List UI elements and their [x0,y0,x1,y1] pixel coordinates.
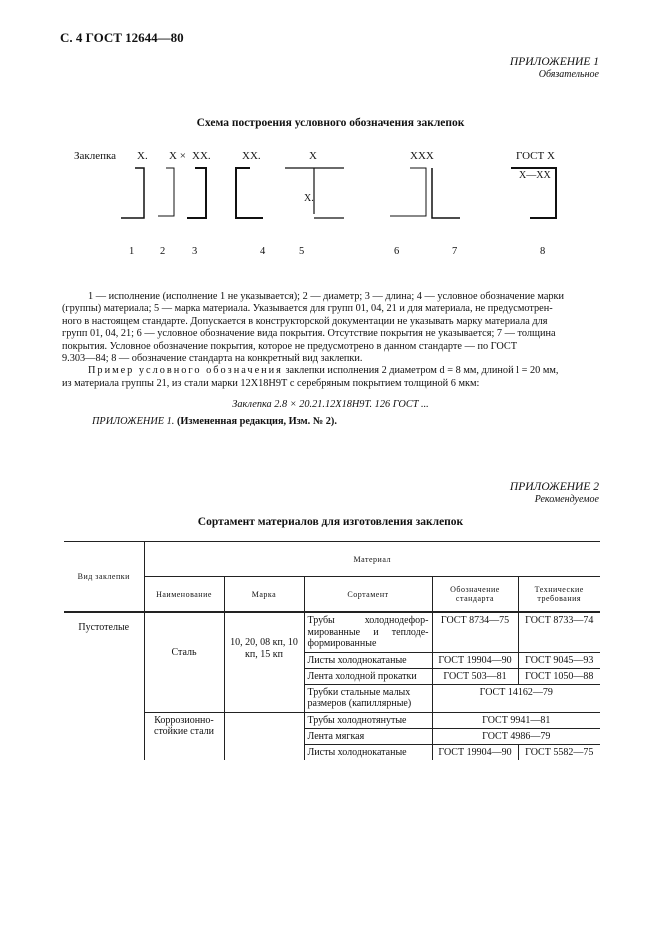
header-assortment: Сортамент [304,577,432,613]
page-header: С. 4 ГОСТ 12644—80 [60,30,184,45]
scheme-token-6: XXX [410,150,434,162]
legend-line: групп 01, 04, 21; 6 — условное обозначение вида покрытия. Отсутствие покрытия не указывается; 7 — толщина [62,328,556,340]
scheme-number-2: 2 [160,246,166,257]
legend-line: покрытия. Условное обозначение покрытия, которое не предусмотрено в данном стандарте — по ГОСТ [62,340,518,352]
cell-tech: ГОСТ 9045—93 [518,652,600,668]
example-designation: Заклепка 2.8 × 20.21.12Х18Н9Т. 126 ГОСТ ... [232,399,429,410]
appendix-2-title: ПРИЛОЖЕНИЕ 2 [509,481,599,493]
bracket-7 [432,168,460,218]
appendix-1-title: ПРИЛОЖЕНИЕ 1 [509,56,599,68]
bracket-6 [390,168,426,216]
header-standard: Обозначение стандарта [432,577,518,613]
bracket-5 [285,168,344,218]
cell-standard: ГОСТ 503—81 [432,668,518,684]
scheme-label: Заклепка [74,150,117,162]
scheme-token-3: XX. [192,150,211,162]
scheme-token-7: ГОСТ X [516,150,555,162]
cell-assortment: Лента холодной прокатки [304,668,432,684]
bracket-3 [187,168,206,218]
cell-standard: ГОСТ 8734—75 [432,612,518,652]
scheme-legend [62,291,598,390]
scheme-number-3: 3 [192,246,198,257]
table-subheader-row [64,577,600,613]
cell-assortment: Листы холоднокатаные [304,744,432,760]
bracket-1 [121,168,144,218]
legend-line: 1 — исполнение (исполнение 1 не указывается); 2 — диаметр; 3 — длина; 4 — условное обозначение марки [88,291,565,302]
bracket-8 [511,168,556,218]
cell-group-grade: 10, 20, 08 кп, 10 кп, 15 кп [224,612,304,712]
scheme-number-1: 1 [129,246,135,257]
bracket-2 [158,168,174,216]
appendix-2-status: Рекомендуемое [534,494,599,506]
cell-tech: ГОСТ 5582—75 [518,744,600,760]
scheme-number-5: 5 [299,246,305,257]
cell-standard: ГОСТ 19904—90 [432,652,518,668]
legend-line: ного в настоящем стандарте. Допускается в конструкторской документации не указывать марку материала для [62,315,548,327]
scheme-number-8: 8 [540,246,546,257]
header-name: Наименование [144,577,224,613]
materials-table [64,541,600,760]
example-rest: заклепки исполнения 2 диаметром d = 8 мм, длиной l = 20 мм, [282,365,559,377]
cell-standard-merged: ГОСТ 9941—81 [432,712,600,728]
example-line-1 [62,365,598,377]
example-lead: Пример условного обозначения [88,365,283,377]
change-note [92,416,337,427]
scheme-token-4: XX. [242,150,261,162]
cell-assortment: Листы холоднокатаные [304,652,432,668]
table-row [64,612,600,652]
scheme-token-1: X. [137,150,148,162]
legend-line: 9.303—84; 8 — обозначение стандарта на конкретный вид заклепки. [62,353,363,365]
scheme-token-9: X. [304,193,314,204]
header-material: Материал [144,542,600,577]
cell-tech: ГОСТ 8733—74 [518,612,600,652]
cell-assortment: Лента мягкая [304,728,432,744]
cell-assortment: Трубы холоднодефор-мированные и теплоде-формированные [304,612,432,652]
cell-standard-merged: ГОСТ 4986—79 [432,728,600,744]
table-title: Сортамент материалов для изготовления заклепок [197,516,464,528]
cell-group-name: Коррозионно-стойкие стали [144,712,224,760]
table-header-row [64,542,600,577]
scheme-brackets [0,0,661,260]
cell-standard-merged: ГОСТ 14162—79 [432,684,600,712]
example-line-2: из материала группы 21, из стали марки 12Х18Н9Т с серебряным покрытием толщиной 6 мкм: [62,377,480,389]
cell-assortment: Трубки стальные малых размеров (капиллярные) [304,684,432,712]
cell-group-grade [224,712,304,760]
scheme-token-8: X—XX [519,170,551,181]
scheme-number-6: 6 [394,246,400,257]
header-kind: Вид заклепки [64,542,144,613]
scheme-title: Схема построения условного обозначения заклепок [196,117,465,129]
scheme-number-4: 4 [260,246,266,257]
appendix-2-header [510,481,599,506]
scheme-token-2: X × [169,150,186,162]
appendix-1-status: Обязательное [538,69,599,81]
cell-assortment: Трубы холоднотянутые [304,712,432,728]
legend-line: (группы) материала; 5 — марка материала. Указывается для групп 01, 04, 21 и для материала, не предусмотрен- [62,303,553,315]
scheme-token-5: X [309,150,317,162]
scheme-number-7: 7 [452,246,458,257]
cell-kind: Пустотелые [64,612,144,760]
cell-group-name: Сталь [144,612,224,712]
change-note-appendix: ПРИЛОЖЕНИЕ 1. [92,416,175,427]
cell-standard: ГОСТ 19904—90 [432,744,518,760]
bracket-4 [236,168,263,218]
table-row [64,712,600,728]
change-note-edition: (Измененная редакция, Изм. № 2). [176,416,337,427]
cell-tech: ГОСТ 1050—88 [518,668,600,684]
header-tech: Технические требования [518,577,600,613]
header-grade: Марка [224,577,304,613]
